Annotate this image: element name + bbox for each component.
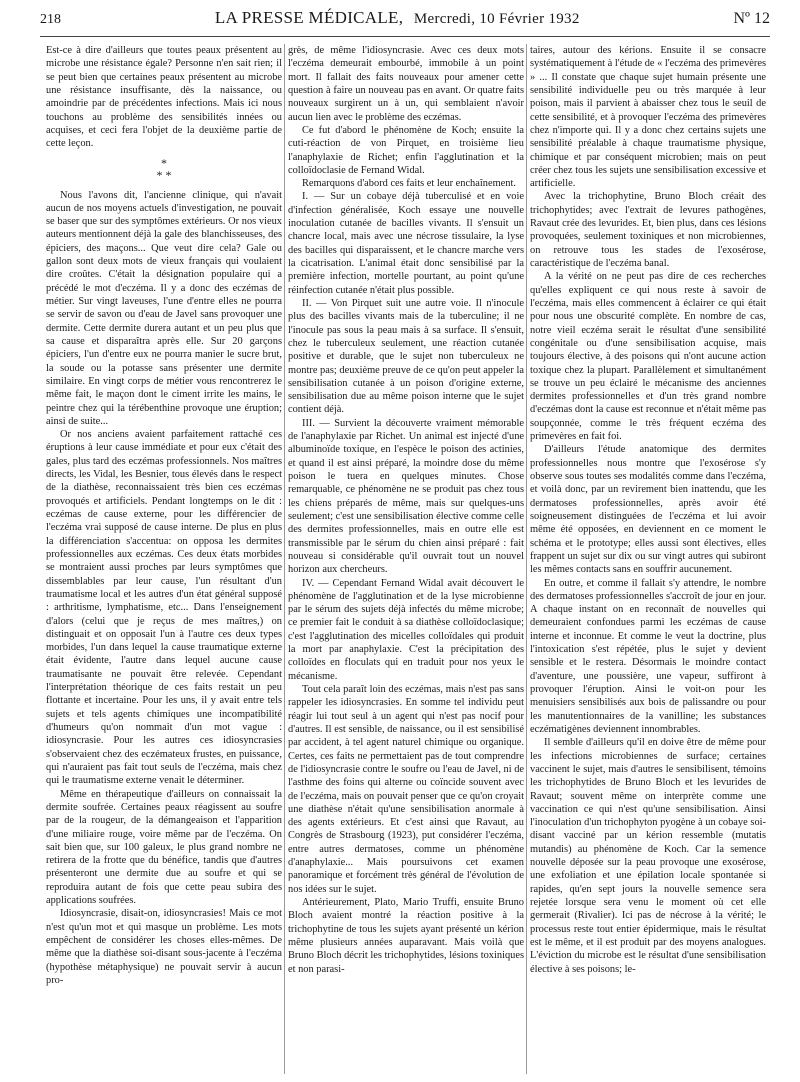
paragraph: taires, autour des kérions. Ensuite il se consacre systématiquement à l'étude de « l'eczéma des primevères » ... Il constate que chaque sujet humain présente une sensibilité individuelle peu ou très marquée à leur poison, mais il parvient à abaisser chez tous le seuil de cette sensibilité, et à provoquer l'eczéma des primevères chez n'importe qui. Il y a donc chez certains sujets une sensibilité préalable à chaque traumatisme physique, chimique et par conséquent microbien; mais on peut créer chez tous les sujets une sensibilisation excessive et artificielle. xyxy=(530,45,766,190)
paragraph: III. — Survient la découverte vraiment mémorable de l'anaphylaxie par Richet. Un animal est injecté d'une albuminoïde toxique, en l'espèce le poison des actinies, et quand il est ainsi préparé, la moindre dose du même poison le tuera en quelques minutes. Chose remarquable, ce phénomène ne se produit pas chez tous les chiens préparés de même, mais sur quelques-uns seulement; c'est une sensibilisation élective comme celle des dermites professionnelles, mais en outre elle est transmissible par le sérum du chien ainsi préparé : fait nouveau si considérable qu'il ouvrait tout un nouvel horizon aux chercheurs. xyxy=(288,417,524,576)
paragraph: IV. — Cependant Fernand Widal avait découvert le phénomène de l'agglutination et de la lyse microbienne par le sérum des sujets déjà infectés du même microbe; ce premier fait le conduit à sa diathèse colloïdoclasique; c'est l'agglutination des micelles colloïdales qui produit la mort par anaphylaxie. C'est la précipitation des colloïdes en floculats qui en traduit pour nos yeux le mécanisme. xyxy=(288,577,524,682)
paragraph: Antérieurement, Plato, Mario Truffi, ensuite Bruno Bloch avaient montré la réaction positive à la trichophytine de tous les sujets ayant présenté un kérion même plusieurs années auparavant. Mais voilà que Bruno Bloch décrit les trichophytides, lésions toxiniques et non parasi- xyxy=(288,897,524,975)
paragraph: A la vérité on ne peut pas dire de ces recherches qu'elles expliquent ce qui nous reste à savoir de l'eczéma, mais elles commencent à éclairer ce qui était pour nous une obscurité complète. En nombre de cas, notre vieil eczéma serait le résultat d'une sensibilité congénitale ou d'une sensibilisation acquise, mais toujours élective, à des poisons qui n'ont aucune action toxique chez la plupart. Parallèlement et simultanément se trouve un peu éclairé le mécanisme des anciennes dermites professionnelles et d'un très grand nombre d'eczémas dont la cause est reconnue et n'était même pas soupçonnée, comme le très fréquent eczéma des primevères en fait foi. xyxy=(530,271,766,443)
paragraph: Il semble d'ailleurs qu'il en doive être de même pour les infections microbiennes de surface; certaines vaccinent le sujet, mais d'autres le sensibilisent, témoins les trichophytides de Bruno Bloch et les levurides de Ravaut; souvent même on interprète comme une vaccination ce qui n'est qu'une sensibilisation. Ainsi l'inoculation d'un trichophyton pyogène à un cobaye soi-disant vacciné par un kérion ressemble (mutatis mutandis) au phénomène de Koch. Car la semence nouvelle déposée sur la peau provoque une exosérose, une exfoliation et une épilation locale spontanée si rapides, qu'en sept jours la nouvelle semence sera rejetée lorsque sera venu le moment où cet elle germerait (Rivalier). Ici pas de nécrose à la vérité; le processus reste tout entier épidermique, mais le résultat est le même, et il est produit par des moyens analogues. L'éviction du microbe est le résultat d'une sensibilisation élective à ses poisons; le- xyxy=(530,737,766,975)
page-number: 218 xyxy=(40,12,61,27)
paragraph: En outre, et comme il fallait s'y attendre, le nombre des dermatoses professionnelles s'accroît de jour en jour. A chaque instant on en reconnaît de nouvelles qui demeuraient confondues parmi les eczémas de cause interne et inconnue. Et comme le veut la doctrine, plus l'intoxication s'est répétée, plus le sujet y devient sensible et le restera. Désormais le moindre contact d'aventure, une poussière, une vapeur, suffiront à provoquer l'éruption. Ainsi le voit-on pour les menuisiers sensibilisés aux bois de palissandre ou pour les manutentionnaires de la vanilline; les substances eczématigènes deviennent innombrables. xyxy=(530,577,766,735)
header-rule xyxy=(40,36,770,37)
paragraph: Avec la trichophytine, Bruno Bloch créait des trichophytides; avec l'extrait de levures pathogènes, Ravaut crée des levurides. Et, bien plus, dans ces lésions provoquées, seulement toxiniques et non microbiennes, on retrouve tous les stades de l'exosérose, caractéristique de l'eczéma banal. xyxy=(530,191,766,269)
column-divider xyxy=(284,44,285,1074)
column-1 xyxy=(46,44,282,1074)
page-header xyxy=(40,8,770,32)
journal-name: LA PRESSE MÉDICALE, xyxy=(214,8,404,27)
journal-title xyxy=(215,8,580,28)
paragraph: grès, de même l'idiosyncrasie. Avec ces deux mots l'eczéma demeurait embourbé, immobile à un point mort. Il fallait des faits nouveaux pour amener cette question à faire un nouveau pas en avant. Or quatre faits nouveaux surgirent un à un, qui semblaient n'avoir aucun lien avec le problème des eczémas. xyxy=(288,45,524,123)
issue-number: Nº 12 xyxy=(733,10,770,27)
paragraph: Même en thérapeutique d'ailleurs on connaissait la dermite soufrée. Certaines peaux réagissent au soufre par de la rougeur, de la démangeaison et l'apparition d'une miliaire rouge, voire même par de l'eczéma. On sait bien que, sur 100 galeux, le plus grand nombre ne retirera de la frotte que du bénéfice, tandis que d'autres présenteront une dermite due au soufre et qui se reproduira autant de fois que cette peau subira des applications soufrées. xyxy=(46,788,282,907)
column-2 xyxy=(288,44,524,1074)
paragraph: Ce fut d'abord le phénomène de Koch; ensuite la cuti-réaction de von Pirquet, en troisième lieu l'anaphylaxie de Richet; enfin l'agglutination et la colloïdoclasie de Fernand Widal. xyxy=(288,124,524,176)
paragraph: Or nos anciens avaient parfaitement rattaché ces éruptions à leur cause immédiate et pour eux c'était des gales, plus tard des eczémas professionnels. Nos maîtres directs, les Vidal, les Besnier, tous élevés dans le respect de la diathèse, reconnaissaient très bien ces eczémas provoqués et artificiels. Pendant longtemps on le dit : eczémas de cause externe, pour les différencier de l'eczéma vrai supposé de cause interne. De plus en plus la différenciation s'accentua: on opposa les dermites professionnelles aux eczémas. Ces deux états morbides se montraient aussi proches par leurs symptômes que dissemblables par leur cause, l'un résultant d'un traumatisme local et les autres d'un état général supposé : arthritisme, lymphatisme, etc... Dans l'enseignement d'alors (celui que je reçus de mes maîtres,) on distinguait et on opposait l'un à l'autre ces deux types morbides, l'un dans lequel la cause traumatique externe était évidente, l'autre dans lequel aucune cause traumatisante ne pouvait être relevée. Cependant l'interprétation théorique de ces faits restait un peu flottante et incertaine. Pour les uns, il y avait entre tels sujets et tels agents chimiques une incompatibilité d'humeurs qu'on nommait d'un mot vague : idiosyncrasie. Pour les autres ces idiosyncrasies s'observaient chez des eczémateux frustes, en puissance, qui n'auraient pas fait tout seuls de l'eczéma, mais chez qui le traumatisme externe venait le déterminer. xyxy=(46,429,282,787)
paragraph: Tout cela paraît loin des eczémas, mais n'est pas sans rappeler les idiosyncrasies. En somme tel individu peut réagir lui tout seul à un agent qui n'est pas nocif pour d'autres. Il est sensible, de naissance, ou il est sensibilisé par accident, à tel agent naturel chimique ou organique. Certes, ces faits ne permettaient pas de tout comprendre de l'idiosyncrasie contre le soufre ou l'eau de Javel, ni de l'asthme des foins qui alterne ou coïncide souvent avec de l'eczéma, mais on pouvait penser que ce qu'on croyait une diathèse n'était qu'une sensibilisation anormale à des agents extérieurs. Et c'est ainsi que Ravaut, au Congrès de Strasbourg (1923), put considérer l'eczéma, entre autres dermatoses, comme un phénomène d'anaphylaxie... Mais poursuivons cet examen panoramique et forcément très général de l'évolution de nos idées sur le sujet. xyxy=(288,684,524,895)
paragraph: D'ailleurs l'étude anatomique des dermites professionnelles nous montre que l'exosérose s'y observe sous toutes ses modalités comme dans l'eczéma, et voilà donc, par un revirement bien inattendu, que les dermatoses professionnelles, après avoir été soigneusement distinguées de l'eczéma et lui avoir même été opposées, en deviennent en ce moment le schéma et le prototype; elles aussi sont électives, elles frappent un sujet sur dix ou sur vingt autres qui subiront les mêmes contacts sans en souffrir aucunement. xyxy=(530,444,766,576)
paragraph: Est-ce à dire d'ailleurs que toutes peaux présentent au microbe une résistance égale? Personne n'en sait rien; il se peut bien que certaines peaux présentent au microbe une résistance insuffisante, dès la naissance, ou amoindrie par de précédentes infections. Mais ici nous touchons au problème des sensibilités innées ou acquises, et ceci fera l'objet de la deuxième partie de cette leçon. xyxy=(46,45,282,150)
paragraph: II. — Von Pirquet suit une autre voie. Il n'inocule plus des bacilles vivants mais de la tuberculine; il ne l'inocule pas sous la peau mais à sa surface. Il s'ensuit, chez le tuberculeux seulement, une réaction cutanée positive et durable, que le sujet non tuberculeux ne montre pas; deuxième preuve de ce qu'on peut appeler la sensibilisation cutanée à un poison d'origine externe, sensibilisation due au même poison interne que le sujet contient déjà. xyxy=(288,297,524,416)
paragraph: Idiosyncrasie, disait-on, idiosyncrasies! Mais ce mot n'est qu'un mot et qui masque un problème. Les mots empêchent de considérer les choses elles-mêmes. De même que la diathèse soi-disant sous-jacente à l'eczéma (hypothèse métaphysique) ne pouvait servir à aucun pro- xyxy=(46,908,282,986)
paragraph: Nous l'avons dit, l'ancienne clinique, qui n'avait aucun de nos moyens actuels d'investigation, ne pouvait se baser que sur des symptômes extérieurs. Or nos vieux auteurs mentionnent déjà la gale des blanchisseuses, des épiciers, des maçons... Que veut dire cela? Gale ou gallon sont deux mots de vieux français qui voulaient dire croûtes. C'était la désignation populaire qui a précédé le mot d'eczéma. Il y a donc des eczémas de métier. Sur vingt laveuses, l'une d'entre elles ne pourra se servir de savon ou d'eau de Javel sans provoquer une dermite. Cette dermite durera autant et un peu plus que sa cause et disparaîtra après elle. Sur 20 garçons épiciers, l'un d'entre eux ne pourra manier le sucre brut, la soude ou la potasse sans présenter une dermite similaire. En vingt corps de métier vous rencontrerez le même fait, le maçon dont le ciment irrite les mains, le peintre chez qui la térébenthine provoque une éruption; ainsi de suite... xyxy=(46,189,282,427)
column-divider xyxy=(526,44,527,1074)
issue-date: Mercredi, 10 Février 1932 xyxy=(413,11,580,27)
paragraph: I. — Sur un cobaye déjà tuberculisé et en voie d'infection généralisée, Koch essaye une nouvelle inoculation cutanée de bacilles vivants. Il s'ensuit un chancre local, mais avec une nécrose tissulaire, la lyse des bacilles qui disparaissent, et le chancre marche vers la cicatrisation. L'animal était donc sensibilisé par la première infection, mortelle pourtant, au point qu'une réinfection cutanée n'était plus possible. xyxy=(288,191,524,296)
column-3 xyxy=(530,44,766,1074)
section-separator-asterisks: * * * xyxy=(156,155,172,182)
paragraph: Remarquons d'abord ces faits et leur enchaînement. xyxy=(302,178,516,190)
